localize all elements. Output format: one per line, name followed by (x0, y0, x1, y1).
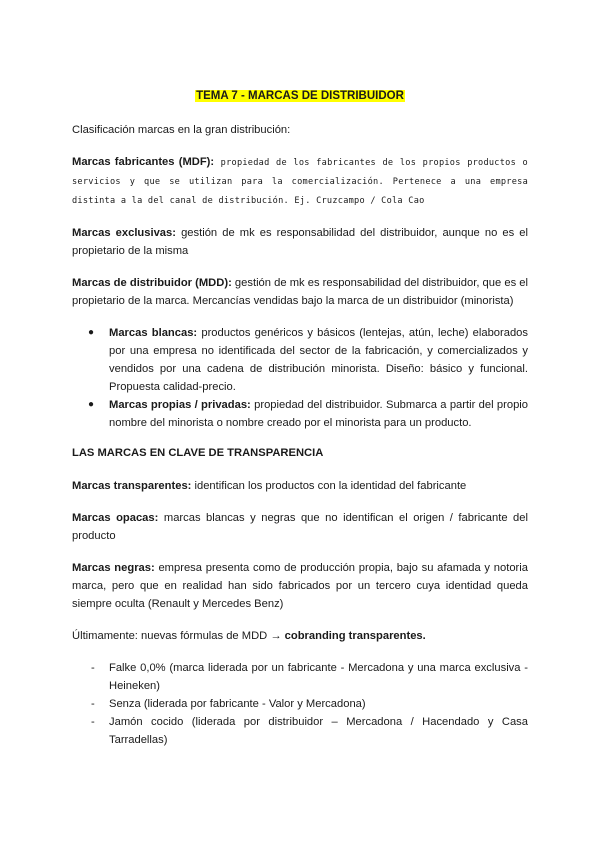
title-highlight: TEMA 7 - MARCAS DE DISTRIBUIDOR (196, 90, 404, 102)
dash-icon: - (91, 698, 95, 710)
list-item (72, 695, 528, 713)
list-item (72, 396, 528, 432)
opacas-term: Marcas opacas: (72, 512, 159, 524)
mdf-term: Marcas fabricantes (MDF): (72, 156, 215, 168)
negras-term: Marcas negras: (72, 562, 155, 574)
negras-paragraph (72, 559, 528, 613)
transparentes-paragraph (72, 477, 528, 495)
mdd-text: gestión de mk es responsabilidad del distribuidor, que es el propietario de la marca. Mercancías vendidas bajo la marca de un distribuidor (minorista) (72, 277, 528, 307)
section-heading: LAS MARCAS EN CLAVE DE TRANSPARENCIA (72, 447, 324, 459)
dash-icon: - (91, 716, 95, 728)
exclusivas-term: Marcas exclusivas: (72, 227, 176, 239)
intro-paragraph: Clasificación marcas en la gran distribución: (72, 124, 291, 136)
mdd-types-list (72, 324, 528, 432)
list-item (72, 324, 528, 396)
exclusivas-text: gestión de mk es responsabilidad del distribuidor, aunque no es el propietario de la misma (72, 227, 528, 257)
dash-icon: - (91, 662, 95, 674)
bullet-icon: ● (88, 327, 95, 338)
document-page (72, 90, 528, 749)
mdd-paragraph (72, 274, 528, 310)
negras-text: empresa presenta como de producción propia, bajo su afamada y notoria marca, pero que en realidad han sido fabricados por un tercero cuya identidad queda siempre oculta (Renault y Mercedes Benz) (72, 562, 528, 610)
mdf-text: propiedad de los fabricantes de los propios productos o servicios y que se utilizan para la comercialización. Pertenece a una empresa distinta a la del canal de distribución. Ej. Cruzcampo / Cola Cao (72, 158, 528, 206)
exclusivas-paragraph (72, 224, 528, 260)
page-title (72, 90, 528, 102)
bullet-icon: ● (88, 399, 95, 410)
mdf-paragraph (72, 153, 528, 210)
list-item-text: Falke 0,0% (marca liderada por un fabricante - Mercadona y una marca exclusiva - Heineken) (109, 662, 528, 692)
list-item (72, 713, 528, 749)
list-item-text: propiedad del distribuidor. Submarca a partir del propio nombre del minorista o nombre creado por el minorista para un producto. (109, 399, 528, 429)
list-item-term: Marcas propias / privadas: (109, 399, 251, 411)
opacas-paragraph (72, 509, 528, 545)
list-item-text: Jamón cocido (liderada por distribuidor – Mercadona / Hacendado y Casa Tarradellas) (109, 716, 528, 746)
opacas-text: marcas blancas y negras que no identifican el origen / fabricante del producto (72, 512, 528, 542)
ultimamente-bold: cobranding transparentes. (284, 630, 426, 642)
ultimamente-paragraph (72, 627, 528, 645)
mdd-term: Marcas de distribuidor (MDD): (72, 277, 232, 289)
transparentes-term: Marcas transparentes: (72, 480, 192, 492)
transparentes-text: identifican los productos con la identidad del fabricante (191, 480, 467, 492)
ultimamente-text: Últimamente: nuevas fórmulas de MDD → (72, 630, 285, 642)
list-item-text: Senza (liderada por fabricante - Valor y Mercadona) (109, 698, 366, 710)
list-item-text: productos genéricos y básicos (lentejas, atún, leche) elaborados por una empresa no identificada del sector de la fabricación, y comercializados y vendidos por una cadena de distribución minorista. Diseño: básico y funcional. Propuesta calidad-precio. (109, 327, 529, 393)
list-item (72, 659, 528, 695)
list-item-term: Marcas blancas: (109, 327, 198, 339)
examples-list (72, 659, 528, 749)
